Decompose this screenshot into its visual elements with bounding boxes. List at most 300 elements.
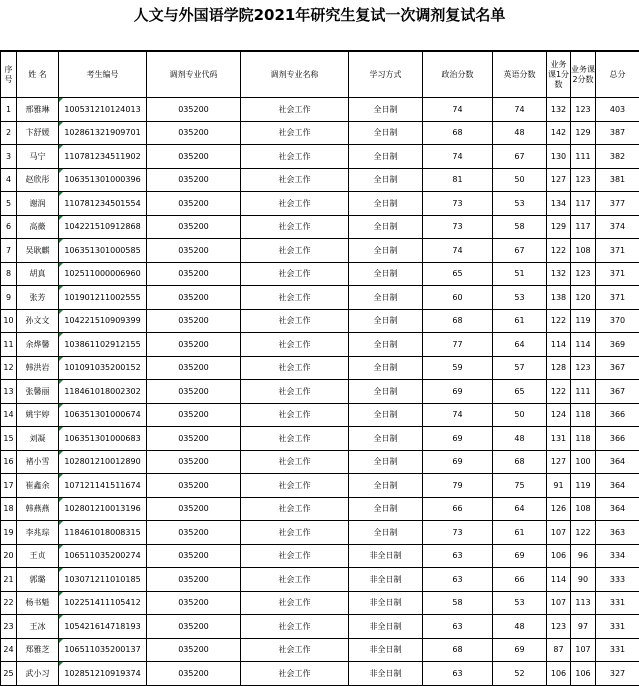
cell-course1: 123 (547, 615, 571, 639)
cell-name: 张芳 (17, 286, 59, 310)
header-major-name: 调剂专业名称 (241, 52, 349, 98)
cell-major-name: 社会工作 (241, 521, 349, 545)
cell-seq: 7 (1, 239, 17, 263)
cell-major-code: 035200 (147, 192, 241, 216)
cell-name: 马宁 (17, 145, 59, 169)
cell-course2: 123 (571, 356, 596, 380)
cell-course2: 107 (571, 638, 596, 662)
cell-seq: 14 (1, 403, 17, 427)
cell-name: 高薇 (17, 215, 59, 239)
cell-course1: 107 (547, 521, 571, 545)
cell-english: 66 (493, 568, 547, 592)
cell-total: 371 (596, 286, 639, 310)
cell-course2: 119 (571, 309, 596, 333)
cell-major-code: 035200 (147, 98, 241, 122)
cell-major-name: 社会工作 (241, 427, 349, 451)
cell-politics: 81 (423, 168, 493, 192)
cell-study-mode: 全日制 (349, 521, 423, 545)
cell-study-mode: 全日制 (349, 192, 423, 216)
cell-name: 王贞 (17, 544, 59, 568)
cell-total: 364 (596, 474, 639, 498)
cell-major-name: 社会工作 (241, 356, 349, 380)
cell-total: 366 (596, 403, 639, 427)
cell-major-code: 035200 (147, 615, 241, 639)
cell-major-name: 社会工作 (241, 474, 349, 498)
cell-major-code: 035200 (147, 168, 241, 192)
header-row (1, 52, 639, 98)
table-row (1, 615, 639, 639)
cell-course1: 131 (547, 427, 571, 451)
cell-major-code: 035200 (147, 380, 241, 404)
cell-english: 53 (493, 286, 547, 310)
table-row (1, 121, 639, 145)
header-major-code: 调剂专业代码 (147, 52, 241, 98)
cell-total: 403 (596, 98, 639, 122)
cell-course1: 87 (547, 638, 571, 662)
table-row (1, 427, 639, 451)
cell-total: 374 (596, 215, 639, 239)
cell-name: 武小习 (17, 662, 59, 686)
cell-course2: 106 (571, 662, 596, 686)
table-row (1, 239, 639, 263)
cell-english: 57 (493, 356, 547, 380)
cell-major-name: 社会工作 (241, 262, 349, 286)
cell-study-mode: 全日制 (349, 427, 423, 451)
table-row (1, 521, 639, 545)
page-title: 人文与外国语学院2021年研究生复试一次调剂复试名单 (0, 0, 639, 30)
cell-exam-id: 104221510912868 (59, 215, 147, 239)
cell-total: 367 (596, 380, 639, 404)
cell-major-name: 社会工作 (241, 286, 349, 310)
cell-total: 381 (596, 168, 639, 192)
cell-course1: 106 (547, 544, 571, 568)
cell-course1: 138 (547, 286, 571, 310)
cell-course1: 91 (547, 474, 571, 498)
cell-exam-id: 102801210013196 (59, 497, 147, 521)
cell-politics: 66 (423, 497, 493, 521)
cell-name: 姚宇婷 (17, 403, 59, 427)
cell-english: 64 (493, 333, 547, 357)
cell-major-code: 035200 (147, 568, 241, 592)
cell-course2: 118 (571, 403, 596, 427)
cell-politics: 69 (423, 380, 493, 404)
table-row (1, 638, 639, 662)
cell-name: 余烨馨 (17, 333, 59, 357)
table-row (1, 591, 639, 615)
cell-name: 孙文文 (17, 309, 59, 333)
cell-study-mode: 全日制 (349, 356, 423, 380)
cell-major-name: 社会工作 (241, 380, 349, 404)
cell-name: 卞舒媛 (17, 121, 59, 145)
cell-course2: 123 (571, 168, 596, 192)
cell-major-name: 社会工作 (241, 638, 349, 662)
cell-major-name: 社会工作 (241, 145, 349, 169)
cell-major-code: 035200 (147, 662, 241, 686)
cell-course2: 100 (571, 450, 596, 474)
cell-seq: 5 (1, 192, 17, 216)
cell-seq: 2 (1, 121, 17, 145)
cell-course2: 119 (571, 474, 596, 498)
cell-seq: 11 (1, 333, 17, 357)
cell-major-code: 035200 (147, 403, 241, 427)
cell-exam-id: 118461018008315 (59, 521, 147, 545)
cell-politics: 68 (423, 121, 493, 145)
cell-politics: 73 (423, 192, 493, 216)
cell-exam-id: 106511035200137 (59, 638, 147, 662)
cell-total: 333 (596, 568, 639, 592)
cell-total: 327 (596, 662, 639, 686)
cell-major-code: 035200 (147, 286, 241, 310)
cell-seq: 8 (1, 262, 17, 286)
cell-course1: 132 (547, 262, 571, 286)
cell-exam-id: 106351301000674 (59, 403, 147, 427)
cell-course1: 127 (547, 450, 571, 474)
cell-study-mode: 全日制 (349, 239, 423, 263)
cell-course1: 122 (547, 309, 571, 333)
cell-exam-id: 100531210124013 (59, 98, 147, 122)
cell-exam-id: 110781234511902 (59, 145, 147, 169)
header-seq: 序号 (1, 52, 17, 98)
cell-study-mode: 全日制 (349, 286, 423, 310)
cell-total: 382 (596, 145, 639, 169)
cell-course2: 108 (571, 497, 596, 521)
cell-exam-id: 110781234501554 (59, 192, 147, 216)
table-row (1, 192, 639, 216)
cell-seq: 19 (1, 521, 17, 545)
cell-course2: 111 (571, 380, 596, 404)
cell-major-name: 社会工作 (241, 662, 349, 686)
table-row (1, 474, 639, 498)
cell-english: 67 (493, 145, 547, 169)
cell-exam-id: 101091035200152 (59, 356, 147, 380)
admission-list-table (0, 51, 639, 686)
header-exam-id: 考生编号 (59, 52, 147, 98)
cell-major-code: 035200 (147, 591, 241, 615)
cell-exam-id: 106511035200274 (59, 544, 147, 568)
cell-politics: 63 (423, 568, 493, 592)
table-row (1, 450, 639, 474)
cell-exam-id: 103071211010185 (59, 568, 147, 592)
cell-english: 53 (493, 591, 547, 615)
cell-exam-id: 102861321909701 (59, 121, 147, 145)
cell-seq: 10 (1, 309, 17, 333)
cell-english: 67 (493, 239, 547, 263)
cell-total: 331 (596, 615, 639, 639)
cell-total: 363 (596, 521, 639, 545)
cell-major-code: 035200 (147, 497, 241, 521)
cell-name: 李兆琮 (17, 521, 59, 545)
cell-major-code: 035200 (147, 450, 241, 474)
cell-politics: 69 (423, 450, 493, 474)
cell-english: 61 (493, 309, 547, 333)
cell-politics: 74 (423, 98, 493, 122)
table-row (1, 662, 639, 686)
cell-name: 褚小雪 (17, 450, 59, 474)
cell-major-name: 社会工作 (241, 568, 349, 592)
table-row (1, 380, 639, 404)
cell-seq: 20 (1, 544, 17, 568)
cell-study-mode: 全日制 (349, 262, 423, 286)
cell-seq: 23 (1, 615, 17, 639)
cell-major-code: 035200 (147, 215, 241, 239)
cell-seq: 25 (1, 662, 17, 686)
table-row (1, 309, 639, 333)
cell-politics: 79 (423, 474, 493, 498)
cell-english: 52 (493, 662, 547, 686)
cell-total: 370 (596, 309, 639, 333)
cell-english: 61 (493, 521, 547, 545)
cell-course2: 129 (571, 121, 596, 145)
cell-politics: 65 (423, 262, 493, 286)
cell-seq: 24 (1, 638, 17, 662)
cell-english: 74 (493, 98, 547, 122)
cell-english: 50 (493, 168, 547, 192)
cell-course1: 114 (547, 568, 571, 592)
cell-course1: 107 (547, 591, 571, 615)
cell-major-code: 035200 (147, 544, 241, 568)
cell-study-mode: 全日制 (349, 121, 423, 145)
cell-major-name: 社会工作 (241, 309, 349, 333)
cell-total: 366 (596, 427, 639, 451)
cell-exam-id: 106351301000683 (59, 427, 147, 451)
cell-course1: 122 (547, 380, 571, 404)
cell-study-mode: 全日制 (349, 98, 423, 122)
cell-study-mode: 非全日制 (349, 638, 423, 662)
cell-name: 杨书魁 (17, 591, 59, 615)
cell-exam-id: 103861102912155 (59, 333, 147, 357)
cell-total: 331 (596, 638, 639, 662)
cell-exam-id: 102511000006960 (59, 262, 147, 286)
cell-course1: 122 (547, 239, 571, 263)
cell-name: 邢雅琳 (17, 98, 59, 122)
cell-exam-id: 102851210919374 (59, 662, 147, 686)
cell-course1: 142 (547, 121, 571, 145)
cell-major-code: 035200 (147, 638, 241, 662)
cell-english: 64 (493, 497, 547, 521)
cell-study-mode: 非全日制 (349, 591, 423, 615)
header-english: 英语分数 (493, 52, 547, 98)
cell-course2: 118 (571, 427, 596, 451)
cell-english: 69 (493, 544, 547, 568)
cell-course1: 132 (547, 98, 571, 122)
cell-major-code: 035200 (147, 121, 241, 145)
cell-study-mode: 全日制 (349, 497, 423, 521)
cell-politics: 73 (423, 215, 493, 239)
header-course2: 业务课2分数 (571, 52, 596, 98)
table-row (1, 145, 639, 169)
header-course1: 业务课1分数 (547, 52, 571, 98)
cell-politics: 60 (423, 286, 493, 310)
cell-major-code: 035200 (147, 262, 241, 286)
cell-course2: 117 (571, 215, 596, 239)
table-row (1, 98, 639, 122)
cell-course2: 122 (571, 521, 596, 545)
cell-course2: 117 (571, 192, 596, 216)
cell-course1: 106 (547, 662, 571, 686)
cell-english: 58 (493, 215, 547, 239)
cell-exam-id: 102801210012890 (59, 450, 147, 474)
cell-seq: 22 (1, 591, 17, 615)
cell-politics: 59 (423, 356, 493, 380)
cell-exam-id: 106351301000585 (59, 239, 147, 263)
cell-course2: 114 (571, 333, 596, 357)
cell-major-name: 社会工作 (241, 544, 349, 568)
cell-english: 51 (493, 262, 547, 286)
cell-major-code: 035200 (147, 309, 241, 333)
cell-total: 331 (596, 591, 639, 615)
cell-study-mode: 全日制 (349, 168, 423, 192)
table-row (1, 356, 639, 380)
cell-exam-id: 118461018002302 (59, 380, 147, 404)
cell-major-name: 社会工作 (241, 450, 349, 474)
cell-course1: 129 (547, 215, 571, 239)
cell-total: 367 (596, 356, 639, 380)
cell-english: 75 (493, 474, 547, 498)
cell-course2: 113 (571, 591, 596, 615)
cell-total: 364 (596, 497, 639, 521)
cell-major-name: 社会工作 (241, 497, 349, 521)
cell-major-code: 035200 (147, 521, 241, 545)
cell-politics: 73 (423, 521, 493, 545)
cell-study-mode: 全日制 (349, 333, 423, 357)
cell-politics: 74 (423, 239, 493, 263)
cell-name: 谢润 (17, 192, 59, 216)
cell-total: 387 (596, 121, 639, 145)
cell-course1: 114 (547, 333, 571, 357)
cell-english: 50 (493, 403, 547, 427)
cell-exam-id: 101901211002555 (59, 286, 147, 310)
cell-exam-id: 105421614718193 (59, 615, 147, 639)
cell-study-mode: 全日制 (349, 474, 423, 498)
cell-major-name: 社会工作 (241, 98, 349, 122)
cell-name: 崔鑫余 (17, 474, 59, 498)
table-row (1, 544, 639, 568)
cell-name: 郑雅芝 (17, 638, 59, 662)
cell-english: 48 (493, 427, 547, 451)
cell-study-mode: 非全日制 (349, 615, 423, 639)
cell-major-code: 035200 (147, 356, 241, 380)
cell-name: 王冰 (17, 615, 59, 639)
cell-study-mode: 全日制 (349, 380, 423, 404)
cell-politics: 68 (423, 309, 493, 333)
cell-politics: 74 (423, 145, 493, 169)
cell-course2: 90 (571, 568, 596, 592)
cell-exam-id: 102251411105412 (59, 591, 147, 615)
cell-seq: 13 (1, 380, 17, 404)
table-row (1, 497, 639, 521)
cell-seq: 17 (1, 474, 17, 498)
cell-study-mode: 全日制 (349, 450, 423, 474)
cell-total: 334 (596, 544, 639, 568)
cell-politics: 63 (423, 615, 493, 639)
cell-major-code: 035200 (147, 239, 241, 263)
cell-seq: 4 (1, 168, 17, 192)
cell-course2: 111 (571, 145, 596, 169)
cell-course1: 127 (547, 168, 571, 192)
cell-course1: 124 (547, 403, 571, 427)
table-row (1, 215, 639, 239)
cell-total: 371 (596, 262, 639, 286)
cell-study-mode: 非全日制 (349, 568, 423, 592)
cell-study-mode: 全日制 (349, 145, 423, 169)
cell-study-mode: 非全日制 (349, 662, 423, 686)
cell-name: 张馨丽 (17, 380, 59, 404)
title-divider (0, 30, 639, 51)
cell-name: 胡真 (17, 262, 59, 286)
cell-seq: 21 (1, 568, 17, 592)
cell-seq: 15 (1, 427, 17, 451)
cell-exam-id: 104221510909399 (59, 309, 147, 333)
cell-seq: 16 (1, 450, 17, 474)
cell-major-name: 社会工作 (241, 215, 349, 239)
cell-english: 69 (493, 638, 547, 662)
cell-politics: 68 (423, 638, 493, 662)
header-study-mode: 学习方式 (349, 52, 423, 98)
cell-major-name: 社会工作 (241, 615, 349, 639)
cell-english: 65 (493, 380, 547, 404)
cell-politics: 74 (423, 403, 493, 427)
cell-course2: 97 (571, 615, 596, 639)
cell-study-mode: 全日制 (349, 215, 423, 239)
cell-course2: 123 (571, 98, 596, 122)
cell-politics: 63 (423, 544, 493, 568)
cell-english: 68 (493, 450, 547, 474)
cell-english: 53 (493, 192, 547, 216)
cell-total: 377 (596, 192, 639, 216)
cell-course2: 96 (571, 544, 596, 568)
cell-total: 371 (596, 239, 639, 263)
cell-study-mode: 全日制 (349, 309, 423, 333)
cell-major-name: 社会工作 (241, 192, 349, 216)
cell-major-code: 035200 (147, 145, 241, 169)
cell-exam-id: 106351301000396 (59, 168, 147, 192)
cell-major-name: 社会工作 (241, 239, 349, 263)
header-total: 总分 (596, 52, 639, 98)
cell-total: 369 (596, 333, 639, 357)
cell-politics: 58 (423, 591, 493, 615)
cell-major-code: 035200 (147, 474, 241, 498)
cell-seq: 9 (1, 286, 17, 310)
cell-course1: 134 (547, 192, 571, 216)
cell-major-name: 社会工作 (241, 591, 349, 615)
cell-seq: 1 (1, 98, 17, 122)
cell-major-name: 社会工作 (241, 168, 349, 192)
cell-name: 吴耿麒 (17, 239, 59, 263)
header-politics: 政治分数 (423, 52, 493, 98)
cell-major-name: 社会工作 (241, 121, 349, 145)
cell-english: 48 (493, 121, 547, 145)
cell-major-name: 社会工作 (241, 403, 349, 427)
cell-politics: 63 (423, 662, 493, 686)
cell-course1: 128 (547, 356, 571, 380)
header-name: 姓 名 (17, 52, 59, 98)
cell-name: 郭璐 (17, 568, 59, 592)
cell-politics: 69 (423, 427, 493, 451)
table-row (1, 568, 639, 592)
cell-study-mode: 全日制 (349, 403, 423, 427)
cell-course2: 108 (571, 239, 596, 263)
cell-major-code: 035200 (147, 333, 241, 357)
cell-course1: 130 (547, 145, 571, 169)
cell-course2: 123 (571, 262, 596, 286)
cell-seq: 3 (1, 145, 17, 169)
table-row (1, 168, 639, 192)
cell-exam-id: 107121141511674 (59, 474, 147, 498)
cell-major-code: 035200 (147, 427, 241, 451)
cell-seq: 18 (1, 497, 17, 521)
table-row (1, 333, 639, 357)
cell-seq: 12 (1, 356, 17, 380)
